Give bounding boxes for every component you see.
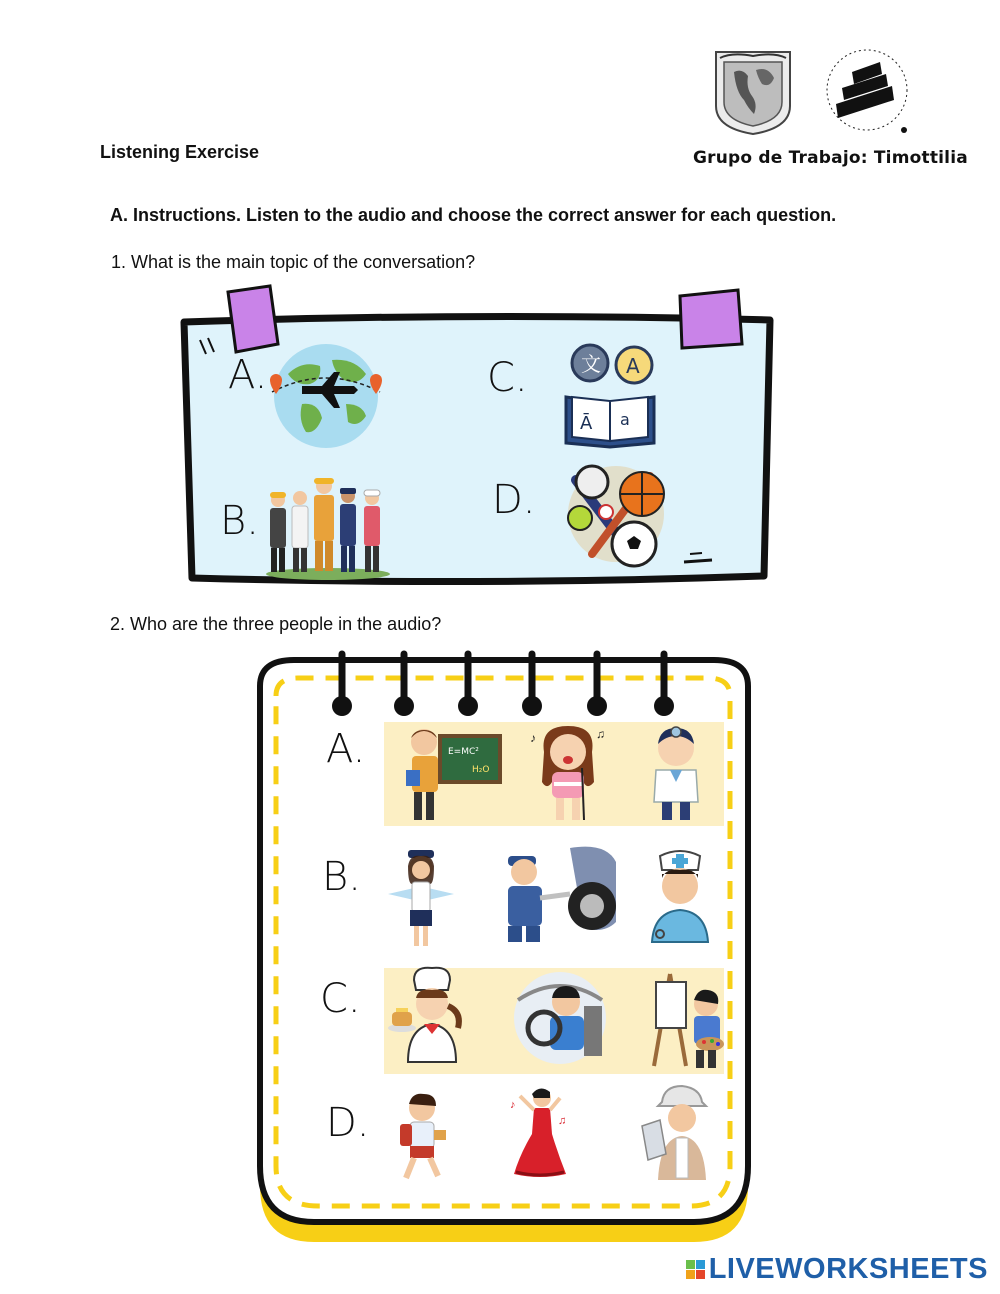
flamenco-dancer-image[interactable]	[510, 1084, 570, 1180]
driver-image[interactable]	[510, 966, 610, 1066]
q1-option-b-letter[interactable]: B.	[220, 498, 259, 544]
liveworksheets-icon	[686, 1260, 705, 1279]
question-1: 1. What is the main topic of the conversation?	[111, 252, 476, 272]
painter-image[interactable]	[650, 970, 728, 1070]
pilot-image[interactable]	[386, 844, 456, 948]
svg-text:A: A	[626, 354, 640, 378]
svg-text:♫: ♫	[558, 1115, 567, 1127]
student-image[interactable]	[396, 1090, 450, 1182]
teacher-image[interactable]	[400, 722, 502, 822]
instructions: A. Instructions. Listen to the audio and choose the correct answer for each question.	[110, 205, 837, 225]
mechanic-image[interactable]	[500, 842, 618, 946]
nurse-image[interactable]	[646, 846, 714, 946]
engineer-image[interactable]	[636, 1084, 710, 1182]
group-name: Grupo de Trabajo: Timottilia	[693, 148, 968, 168]
q1-option-d-letter[interactable]: D.	[492, 477, 536, 523]
group-of-workers-image[interactable]	[262, 474, 394, 580]
q2-option-a-letter[interactable]: A.	[326, 726, 366, 772]
q1-option-a-letter[interactable]: A.	[228, 352, 268, 398]
chef-image[interactable]	[386, 962, 478, 1066]
svg-text:H₂O: H₂O	[472, 765, 490, 775]
doctor-image[interactable]	[646, 722, 706, 822]
svg-text:♪: ♪	[530, 731, 536, 745]
svg-text:a: a	[620, 410, 630, 429]
page-title: Listening Exercise	[100, 142, 260, 162]
liveworksheets-logo	[686, 1253, 988, 1286]
travel-globe-airplane-image[interactable]	[262, 344, 390, 448]
colegio-de-ciencias-y-humanidades-logo	[822, 44, 912, 136]
svg-text:E=MC²: E=MC²	[448, 747, 479, 757]
svg-text:文: 文	[581, 352, 601, 376]
singer-image[interactable]	[526, 722, 610, 822]
q1-option-c-letter[interactable]: C.	[487, 355, 528, 401]
svg-text:♪: ♪	[510, 1099, 516, 1111]
q2-option-d-letter[interactable]: D.	[326, 1100, 370, 1146]
liveworksheets-brand-text: LIVEWORKSHEETS	[708, 1253, 988, 1285]
question-2: 2. Who are the three people in the audio?	[110, 614, 442, 634]
unam-seal-logo	[712, 48, 794, 136]
q2-option-c-letter[interactable]: C.	[320, 976, 361, 1022]
sports-balls-image[interactable]	[562, 460, 668, 568]
languages-book-image[interactable]	[562, 343, 660, 449]
svg-text:♫: ♫	[596, 727, 605, 741]
svg-text:Ā: Ā	[580, 413, 593, 434]
q2-option-b-letter[interactable]: B.	[322, 854, 361, 900]
